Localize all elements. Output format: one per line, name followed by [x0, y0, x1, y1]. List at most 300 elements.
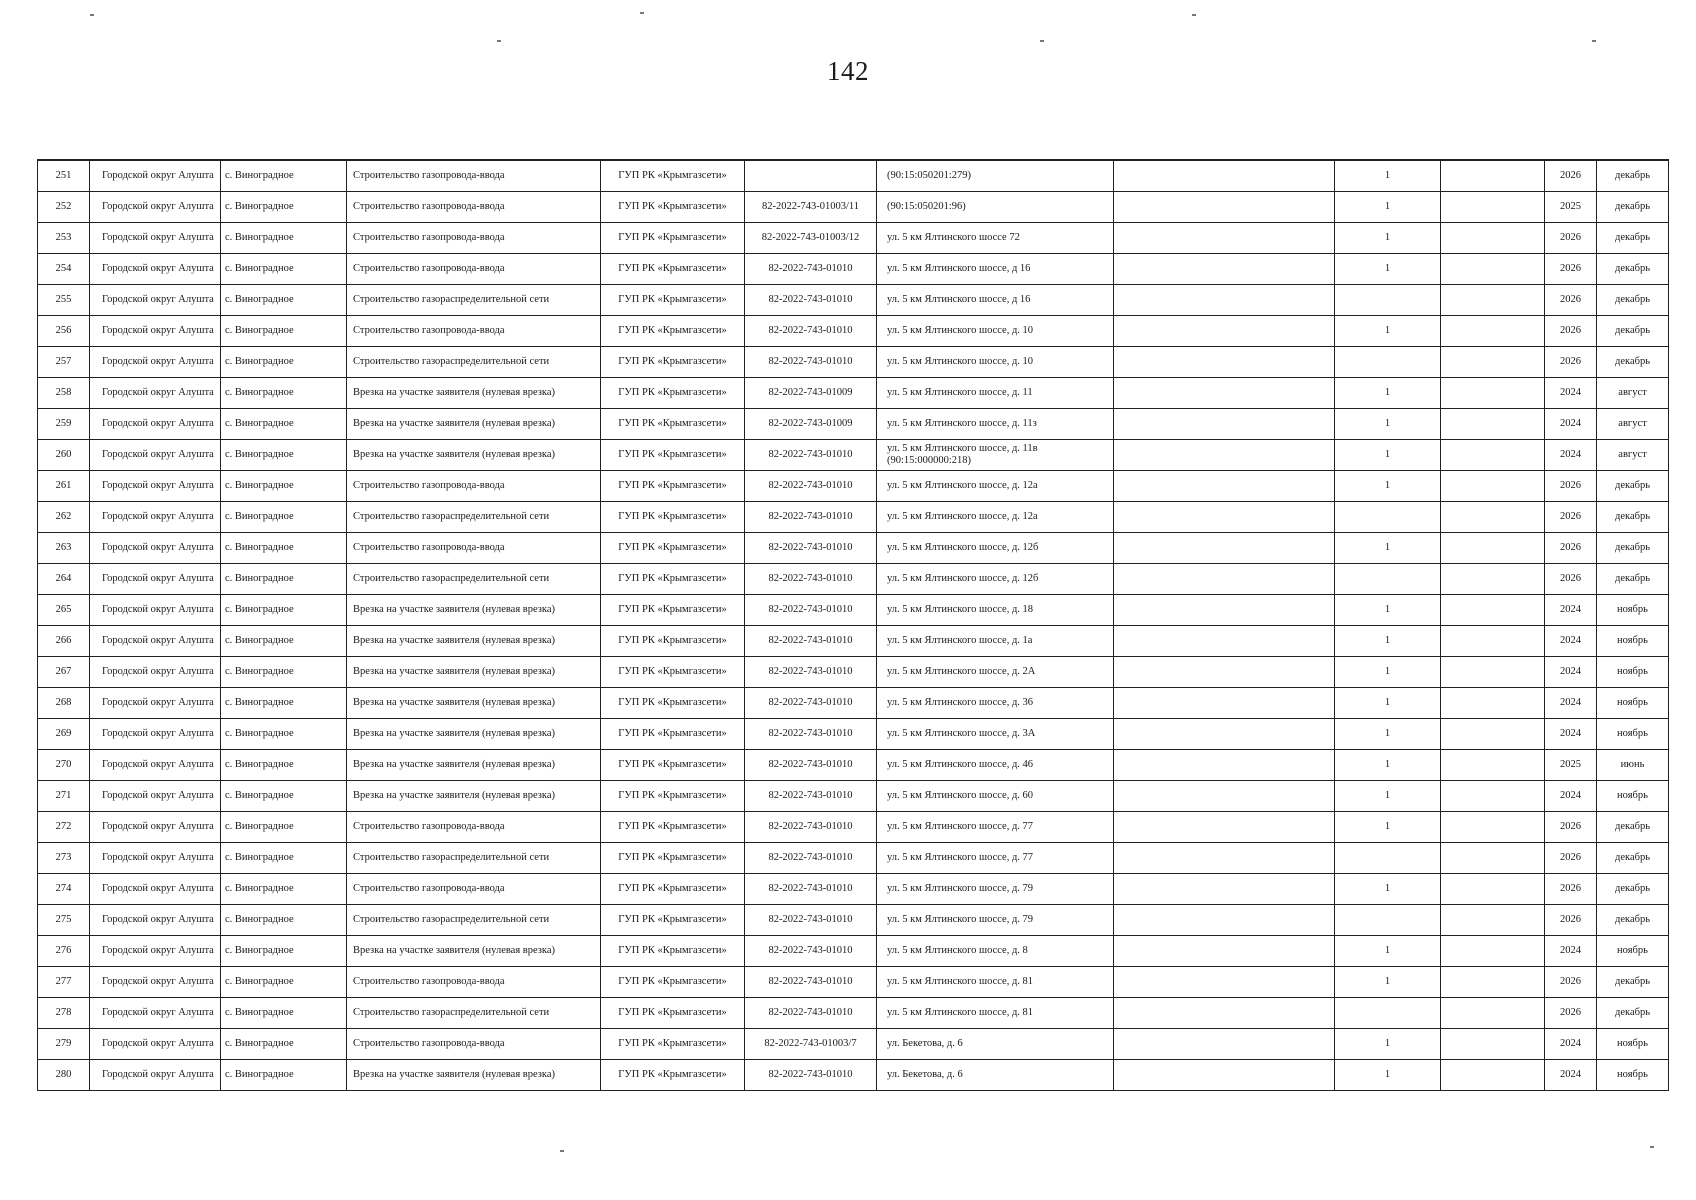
quantity-cell	[1335, 502, 1441, 533]
row-number-cell: 258	[38, 378, 90, 409]
extra-cell-2	[1441, 471, 1545, 502]
extra-cell	[1114, 471, 1335, 502]
permit-code-cell: 82-2022-743-01010	[745, 502, 877, 533]
organization-cell: ГУП РК «Крымгазсети»	[601, 347, 745, 378]
permit-code-cell: 82-2022-743-01010	[745, 595, 877, 626]
locality-cell: с. Виноградное	[221, 719, 347, 750]
permit-code-cell: 82-2022-743-01003/12	[745, 223, 877, 254]
locality-cell: с. Виноградное	[221, 223, 347, 254]
extra-cell-2	[1441, 719, 1545, 750]
table-row	[38, 657, 1669, 688]
quantity-cell: 1	[1335, 316, 1441, 347]
organization-cell: ГУП РК «Крымгазсети»	[601, 192, 745, 223]
month-cell: декабрь	[1597, 533, 1669, 564]
scan-speck	[497, 40, 501, 42]
address-cell: ул. 5 км Ялтинского шоссе, д. 46	[877, 750, 1114, 781]
row-number-cell: 266	[38, 626, 90, 657]
locality-cell: с. Виноградное	[221, 967, 347, 998]
month-cell: ноябрь	[1597, 595, 1669, 626]
locality-cell: с. Виноградное	[221, 781, 347, 812]
quantity-cell: 1	[1335, 719, 1441, 750]
district-cell: Городской округ Алушта	[90, 1029, 221, 1060]
work-type-cell: Строительство газораспределительной сети	[347, 843, 601, 874]
year-cell: 2024	[1545, 595, 1597, 626]
quantity-cell	[1335, 843, 1441, 874]
address-cell: ул. Бекетова, д. 6	[877, 1029, 1114, 1060]
organization-cell: ГУП РК «Крымгазсети»	[601, 905, 745, 936]
work-type-cell: Строительство газораспределительной сети	[347, 347, 601, 378]
row-number-cell: 276	[38, 936, 90, 967]
address-cell: ул. 5 км Ялтинского шоссе, д. 18	[877, 595, 1114, 626]
year-cell: 2026	[1545, 285, 1597, 316]
permit-code-cell: 82-2022-743-01010	[745, 533, 877, 564]
row-number-cell: 279	[38, 1029, 90, 1060]
work-type-cell: Врезка на участке заявителя (нулевая врезка)	[347, 750, 601, 781]
year-cell: 2024	[1545, 719, 1597, 750]
work-type-cell: Строительство газопровода-ввода	[347, 1029, 601, 1060]
year-cell: 2026	[1545, 160, 1597, 192]
table-row	[38, 223, 1669, 254]
district-cell: Городской округ Алушта	[90, 688, 221, 719]
organization-cell: ГУП РК «Крымгазсети»	[601, 409, 745, 440]
permit-code-cell: 82-2022-743-01010	[745, 316, 877, 347]
table-row	[38, 347, 1669, 378]
year-cell: 2024	[1545, 378, 1597, 409]
district-cell: Городской округ Алушта	[90, 192, 221, 223]
row-number-cell: 252	[38, 192, 90, 223]
month-cell: ноябрь	[1597, 657, 1669, 688]
locality-cell: с. Виноградное	[221, 440, 347, 471]
address-cell: ул. 5 км Ялтинского шоссе, д. 12б	[877, 533, 1114, 564]
extra-cell-2	[1441, 936, 1545, 967]
extra-cell	[1114, 936, 1335, 967]
organization-cell: ГУП РК «Крымгазсети»	[601, 781, 745, 812]
permit-code-cell: 82-2022-743-01010	[745, 657, 877, 688]
quantity-cell: 1	[1335, 533, 1441, 564]
row-number-cell: 272	[38, 812, 90, 843]
work-type-cell: Строительство газопровода-ввода	[347, 160, 601, 192]
organization-cell: ГУП РК «Крымгазсети»	[601, 564, 745, 595]
extra-cell	[1114, 719, 1335, 750]
extra-cell-2	[1441, 564, 1545, 595]
month-cell: август	[1597, 409, 1669, 440]
district-cell: Городской округ Алушта	[90, 874, 221, 905]
month-cell: ноябрь	[1597, 626, 1669, 657]
district-cell: Городской округ Алушта	[90, 657, 221, 688]
organization-cell: ГУП РК «Крымгазсети»	[601, 440, 745, 471]
row-number-cell: 263	[38, 533, 90, 564]
locality-cell: с. Виноградное	[221, 998, 347, 1029]
work-type-cell: Врезка на участке заявителя (нулевая врезка)	[347, 409, 601, 440]
extra-cell	[1114, 1029, 1335, 1060]
table-row	[38, 719, 1669, 750]
extra-cell	[1114, 347, 1335, 378]
scan-speck	[1192, 14, 1196, 16]
locality-cell: с. Виноградное	[221, 688, 347, 719]
row-number-cell: 265	[38, 595, 90, 626]
month-cell: декабрь	[1597, 564, 1669, 595]
locality-cell: с. Виноградное	[221, 471, 347, 502]
locality-cell: с. Виноградное	[221, 502, 347, 533]
quantity-cell: 1	[1335, 781, 1441, 812]
month-cell: декабрь	[1597, 160, 1669, 192]
table-row	[38, 471, 1669, 502]
district-cell: Городской округ Алушта	[90, 378, 221, 409]
quantity-cell: 1	[1335, 440, 1441, 471]
extra-cell	[1114, 192, 1335, 223]
locality-cell: с. Виноградное	[221, 316, 347, 347]
extra-cell-2	[1441, 502, 1545, 533]
table-row	[38, 936, 1669, 967]
year-cell: 2024	[1545, 936, 1597, 967]
permit-code-cell: 82-2022-743-01010	[745, 719, 877, 750]
extra-cell	[1114, 378, 1335, 409]
district-cell: Городской округ Алушта	[90, 502, 221, 533]
permit-code-cell: 82-2022-743-01010	[745, 750, 877, 781]
row-number-cell: 268	[38, 688, 90, 719]
work-type-cell: Врезка на участке заявителя (нулевая врезка)	[347, 1060, 601, 1091]
year-cell: 2026	[1545, 316, 1597, 347]
extra-cell-2	[1441, 688, 1545, 719]
extra-cell-2	[1441, 905, 1545, 936]
quantity-cell	[1335, 564, 1441, 595]
row-number-cell: 257	[38, 347, 90, 378]
address-cell: ул. 5 км Ялтинского шоссе, д. 12б	[877, 564, 1114, 595]
address-cell: ул. 5 км Ялтинского шоссе, д 16	[877, 254, 1114, 285]
locality-cell: с. Виноградное	[221, 812, 347, 843]
year-cell: 2024	[1545, 440, 1597, 471]
permit-code-cell: 82-2022-743-01010	[745, 812, 877, 843]
month-cell: декабрь	[1597, 347, 1669, 378]
work-type-cell: Строительство газораспределительной сети	[347, 502, 601, 533]
scan-speck	[640, 12, 644, 14]
table-row	[38, 781, 1669, 812]
quantity-cell: 1	[1335, 595, 1441, 626]
month-cell: декабрь	[1597, 998, 1669, 1029]
locality-cell: с. Виноградное	[221, 595, 347, 626]
work-type-cell: Строительство газопровода-ввода	[347, 874, 601, 905]
permit-code-cell: 82-2022-743-01010	[745, 967, 877, 998]
organization-cell: ГУП РК «Крымгазсети»	[601, 936, 745, 967]
row-number-cell: 259	[38, 409, 90, 440]
organization-cell: ГУП РК «Крымгазсети»	[601, 812, 745, 843]
locality-cell: с. Виноградное	[221, 905, 347, 936]
extra-cell	[1114, 160, 1335, 192]
organization-cell: ГУП РК «Крымгазсети»	[601, 719, 745, 750]
extra-cell	[1114, 223, 1335, 254]
district-cell: Городской округ Алушта	[90, 285, 221, 316]
month-cell: август	[1597, 440, 1669, 471]
month-cell: ноябрь	[1597, 936, 1669, 967]
row-number-cell: 253	[38, 223, 90, 254]
extra-cell	[1114, 1060, 1335, 1091]
address-cell: ул. 5 км Ялтинского шоссе, д. 11в (90:15:000000:218)	[877, 440, 1114, 471]
address-cell: ул. 5 км Ялтинского шоссе, д. 79	[877, 874, 1114, 905]
extra-cell-2	[1441, 750, 1545, 781]
month-cell: декабрь	[1597, 905, 1669, 936]
extra-cell	[1114, 843, 1335, 874]
permit-code-cell: 82-2022-743-01010	[745, 471, 877, 502]
address-cell: ул. 5 км Ялтинского шоссе, д. 81	[877, 967, 1114, 998]
permit-code-cell: 82-2022-743-01010	[745, 285, 877, 316]
district-cell: Городской округ Алушта	[90, 967, 221, 998]
extra-cell-2	[1441, 998, 1545, 1029]
extra-cell-2	[1441, 223, 1545, 254]
organization-cell: ГУП РК «Крымгазсети»	[601, 1029, 745, 1060]
scan-speck	[90, 14, 94, 16]
locality-cell: с. Виноградное	[221, 254, 347, 285]
extra-cell	[1114, 812, 1335, 843]
address-cell: ул. 5 км Ялтинского шоссе, д. 10	[877, 347, 1114, 378]
work-schedule-table	[37, 159, 1669, 1091]
scan-speck	[1040, 40, 1044, 42]
year-cell: 2026	[1545, 998, 1597, 1029]
work-type-cell: Врезка на участке заявителя (нулевая врезка)	[347, 378, 601, 409]
year-cell: 2025	[1545, 192, 1597, 223]
permit-code-cell: 82-2022-743-01009	[745, 409, 877, 440]
table-row	[38, 812, 1669, 843]
district-cell: Городской округ Алушта	[90, 1060, 221, 1091]
address-cell: ул. 5 км Ялтинского шоссе, д. 81	[877, 998, 1114, 1029]
organization-cell: ГУП РК «Крымгазсети»	[601, 1060, 745, 1091]
year-cell: 2026	[1545, 812, 1597, 843]
quantity-cell: 1	[1335, 254, 1441, 285]
table-row	[38, 626, 1669, 657]
organization-cell: ГУП РК «Крымгазсети»	[601, 160, 745, 192]
address-cell: ул. 5 км Ялтинского шоссе, д. 11	[877, 378, 1114, 409]
year-cell: 2026	[1545, 564, 1597, 595]
permit-code-cell: 82-2022-743-01009	[745, 378, 877, 409]
month-cell: декабрь	[1597, 502, 1669, 533]
permit-code-cell: 82-2022-743-01010	[745, 874, 877, 905]
table-row	[38, 160, 1669, 192]
table-row	[38, 440, 1669, 471]
year-cell: 2024	[1545, 409, 1597, 440]
locality-cell: с. Виноградное	[221, 936, 347, 967]
extra-cell	[1114, 285, 1335, 316]
quantity-cell: 1	[1335, 626, 1441, 657]
address-cell: ул. 5 км Ялтинского шоссе, д. 10	[877, 316, 1114, 347]
year-cell: 2026	[1545, 967, 1597, 998]
table-row	[38, 533, 1669, 564]
month-cell: август	[1597, 378, 1669, 409]
locality-cell: с. Виноградное	[221, 533, 347, 564]
locality-cell: с. Виноградное	[221, 347, 347, 378]
organization-cell: ГУП РК «Крымгазсети»	[601, 998, 745, 1029]
organization-cell: ГУП РК «Крымгазсети»	[601, 626, 745, 657]
quantity-cell: 1	[1335, 1029, 1441, 1060]
row-number-cell: 267	[38, 657, 90, 688]
extra-cell	[1114, 502, 1335, 533]
quantity-cell: 1	[1335, 657, 1441, 688]
work-type-cell: Строительство газораспределительной сети	[347, 285, 601, 316]
row-number-cell: 264	[38, 564, 90, 595]
quantity-cell: 1	[1335, 160, 1441, 192]
row-number-cell: 275	[38, 905, 90, 936]
organization-cell: ГУП РК «Крымгазсети»	[601, 843, 745, 874]
locality-cell: с. Виноградное	[221, 160, 347, 192]
table-row	[38, 254, 1669, 285]
address-cell: ул. 5 км Ялтинского шоссе, д. 11з	[877, 409, 1114, 440]
table-row	[38, 874, 1669, 905]
extra-cell-2	[1441, 781, 1545, 812]
organization-cell: ГУП РК «Крымгазсети»	[601, 874, 745, 905]
row-number-cell: 271	[38, 781, 90, 812]
table-row	[38, 409, 1669, 440]
table-row	[38, 378, 1669, 409]
extra-cell	[1114, 874, 1335, 905]
work-type-cell: Строительство газораспределительной сети	[347, 998, 601, 1029]
table-row	[38, 316, 1669, 347]
month-cell: ноябрь	[1597, 1060, 1669, 1091]
address-cell: ул. 5 км Ялтинского шоссе, д. 1а	[877, 626, 1114, 657]
year-cell: 2026	[1545, 874, 1597, 905]
extra-cell	[1114, 316, 1335, 347]
quantity-cell: 1	[1335, 750, 1441, 781]
extra-cell-2	[1441, 440, 1545, 471]
quantity-cell	[1335, 905, 1441, 936]
quantity-cell: 1	[1335, 223, 1441, 254]
district-cell: Городской округ Алушта	[90, 471, 221, 502]
address-cell: (90:15:050201:279)	[877, 160, 1114, 192]
extra-cell-2	[1441, 285, 1545, 316]
extra-cell-2	[1441, 378, 1545, 409]
extra-cell-2	[1441, 1029, 1545, 1060]
row-number-cell: 255	[38, 285, 90, 316]
year-cell: 2026	[1545, 347, 1597, 378]
extra-cell-2	[1441, 316, 1545, 347]
row-number-cell: 278	[38, 998, 90, 1029]
locality-cell: с. Виноградное	[221, 1029, 347, 1060]
year-cell: 2025	[1545, 750, 1597, 781]
table-row	[38, 905, 1669, 936]
permit-code-cell	[745, 160, 877, 192]
permit-code-cell: 82-2022-743-01010	[745, 688, 877, 719]
locality-cell: с. Виноградное	[221, 626, 347, 657]
extra-cell-2	[1441, 595, 1545, 626]
work-type-cell: Врезка на участке заявителя (нулевая врезка)	[347, 936, 601, 967]
year-cell: 2026	[1545, 502, 1597, 533]
district-cell: Городской округ Алушта	[90, 781, 221, 812]
extra-cell	[1114, 688, 1335, 719]
address-cell: ул. 5 км Ялтинского шоссе, д. 8	[877, 936, 1114, 967]
month-cell: июнь	[1597, 750, 1669, 781]
extra-cell	[1114, 781, 1335, 812]
row-number-cell: 262	[38, 502, 90, 533]
organization-cell: ГУП РК «Крымгазсети»	[601, 967, 745, 998]
quantity-cell: 1	[1335, 192, 1441, 223]
table-row	[38, 502, 1669, 533]
month-cell: декабрь	[1597, 812, 1669, 843]
row-number-cell: 260	[38, 440, 90, 471]
extra-cell	[1114, 409, 1335, 440]
locality-cell: с. Виноградное	[221, 1060, 347, 1091]
permit-code-cell: 82-2022-743-01010	[745, 347, 877, 378]
extra-cell-2	[1441, 1060, 1545, 1091]
quantity-cell: 1	[1335, 409, 1441, 440]
organization-cell: ГУП РК «Крымгазсети»	[601, 533, 745, 564]
year-cell: 2024	[1545, 781, 1597, 812]
year-cell: 2024	[1545, 1029, 1597, 1060]
address-cell: ул. 5 км Ялтинского шоссе, д 16	[877, 285, 1114, 316]
extra-cell-2	[1441, 874, 1545, 905]
month-cell: декабрь	[1597, 254, 1669, 285]
organization-cell: ГУП РК «Крымгазсети»	[601, 595, 745, 626]
permit-code-cell: 82-2022-743-01003/7	[745, 1029, 877, 1060]
address-cell: ул. 5 км Ялтинского шоссе, д. 2А	[877, 657, 1114, 688]
extra-cell	[1114, 750, 1335, 781]
quantity-cell	[1335, 285, 1441, 316]
permit-code-cell: 82-2022-743-01010	[745, 440, 877, 471]
work-type-cell: Врезка на участке заявителя (нулевая врезка)	[347, 626, 601, 657]
address-cell: ул. 5 км Ялтинского шоссе, д. 77	[877, 812, 1114, 843]
quantity-cell: 1	[1335, 688, 1441, 719]
table-row	[38, 843, 1669, 874]
extra-cell	[1114, 905, 1335, 936]
month-cell: декабрь	[1597, 843, 1669, 874]
quantity-cell: 1	[1335, 471, 1441, 502]
month-cell: ноябрь	[1597, 1029, 1669, 1060]
district-cell: Городской округ Алушта	[90, 998, 221, 1029]
row-number-cell: 274	[38, 874, 90, 905]
address-cell: ул. 5 км Ялтинского шоссе, д. 60	[877, 781, 1114, 812]
organization-cell: ГУП РК «Крымгазсети»	[601, 378, 745, 409]
district-cell: Городской округ Алушта	[90, 409, 221, 440]
quantity-cell: 1	[1335, 1060, 1441, 1091]
row-number-cell: 269	[38, 719, 90, 750]
year-cell: 2024	[1545, 657, 1597, 688]
permit-code-cell: 82-2022-743-01010	[745, 843, 877, 874]
month-cell: декабрь	[1597, 874, 1669, 905]
month-cell: декабрь	[1597, 316, 1669, 347]
row-number-cell: 277	[38, 967, 90, 998]
locality-cell: с. Виноградное	[221, 874, 347, 905]
quantity-cell: 1	[1335, 936, 1441, 967]
extra-cell-2	[1441, 626, 1545, 657]
work-type-cell: Строительство газопровода-ввода	[347, 223, 601, 254]
table-row	[38, 1029, 1669, 1060]
permit-code-cell: 82-2022-743-01010	[745, 905, 877, 936]
quantity-cell: 1	[1335, 874, 1441, 905]
scan-speck	[1592, 40, 1596, 42]
extra-cell	[1114, 967, 1335, 998]
district-cell: Городской округ Алушта	[90, 160, 221, 192]
district-cell: Городской округ Алушта	[90, 626, 221, 657]
row-number-cell: 261	[38, 471, 90, 502]
district-cell: Городской округ Алушта	[90, 750, 221, 781]
district-cell: Городской округ Алушта	[90, 347, 221, 378]
month-cell: декабрь	[1597, 223, 1669, 254]
quantity-cell: 1	[1335, 812, 1441, 843]
extra-cell-2	[1441, 967, 1545, 998]
year-cell: 2026	[1545, 533, 1597, 564]
organization-cell: ГУП РК «Крымгазсети»	[601, 254, 745, 285]
quantity-cell	[1335, 998, 1441, 1029]
work-type-cell: Строительство газопровода-ввода	[347, 533, 601, 564]
row-number-cell: 273	[38, 843, 90, 874]
year-cell: 2026	[1545, 223, 1597, 254]
month-cell: ноябрь	[1597, 688, 1669, 719]
year-cell: 2026	[1545, 471, 1597, 502]
district-cell: Городской округ Алушта	[90, 533, 221, 564]
table-row	[38, 564, 1669, 595]
organization-cell: ГУП РК «Крымгазсети»	[601, 750, 745, 781]
table-row	[38, 1060, 1669, 1091]
work-type-cell: Врезка на участке заявителя (нулевая врезка)	[347, 595, 601, 626]
address-cell: ул. 5 км Ялтинского шоссе 72	[877, 223, 1114, 254]
district-cell: Городской округ Алушта	[90, 812, 221, 843]
extra-cell-2	[1441, 812, 1545, 843]
